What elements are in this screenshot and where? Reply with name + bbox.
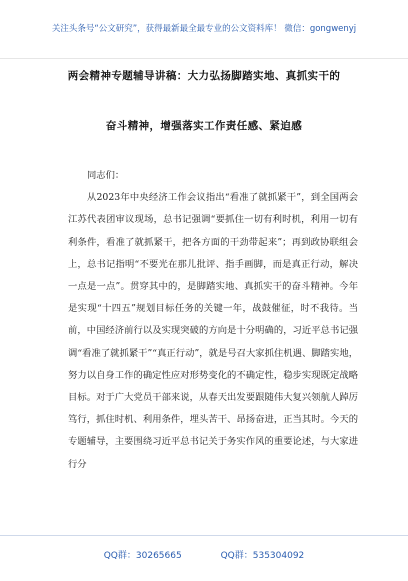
footer xyxy=(0,535,408,581)
document-body xyxy=(68,165,358,476)
header-promo-text: 关注头条号“公文研究”，获得最新最全最专业的公文资料库！ 微信：gongwenyj xyxy=(0,0,408,59)
greeting: 同志们： xyxy=(87,170,125,181)
footer-contacts xyxy=(0,548,408,561)
qq-group-2: QQ群：535304092 xyxy=(220,551,305,561)
body-paragraph: 从2023年中央经济工作会议指出“看准了就抓紧干”，到全国两会江苏代表团审议现场，总书记强调“要抓住一切有利时机，利用一切有利条件，看准了就抓紧干，把各方面的干劲带起来”；再到政协联组会上，总书记指明“不要光在那儿批评、指手画脚，而是真正行动，解决一点是一点”。贯穿其中的，是脚踏实地、真抓实干的奋斗精神。今年是实现“十四五”规划目标任务的关键一年，战鼓催征，时不我待。当前，中国经济前行以及实现突破的方向是十分明确的，习近平总书记强调“看准了就抓紧干”“真正行动”，就是号召大家抓住机遇、脚踏实地，努力以自身工作的确定性应对形势变化的不确定性，稳步实现既定战略目标。对于广大党员干部来说，从春天出发要跟随伟大复兴领航人踔厉笃行，抓住时机、利用条件，埋头苦干、昂扬奋进，正当其时。今天的专题辅导，主要围绕习近平总书记关于务实作风的重要论述，与大家进行分 xyxy=(68,192,358,470)
qq-group-1: QQ群：30265665 xyxy=(103,551,182,561)
document-title-line-1: 两会精神专题辅导讲稿：大力弘扬脚踏实地、真抓实干的 xyxy=(67,70,341,82)
document-title-line-2: 奋斗精神，增强落实工作责任感、紧迫感 xyxy=(105,120,303,132)
